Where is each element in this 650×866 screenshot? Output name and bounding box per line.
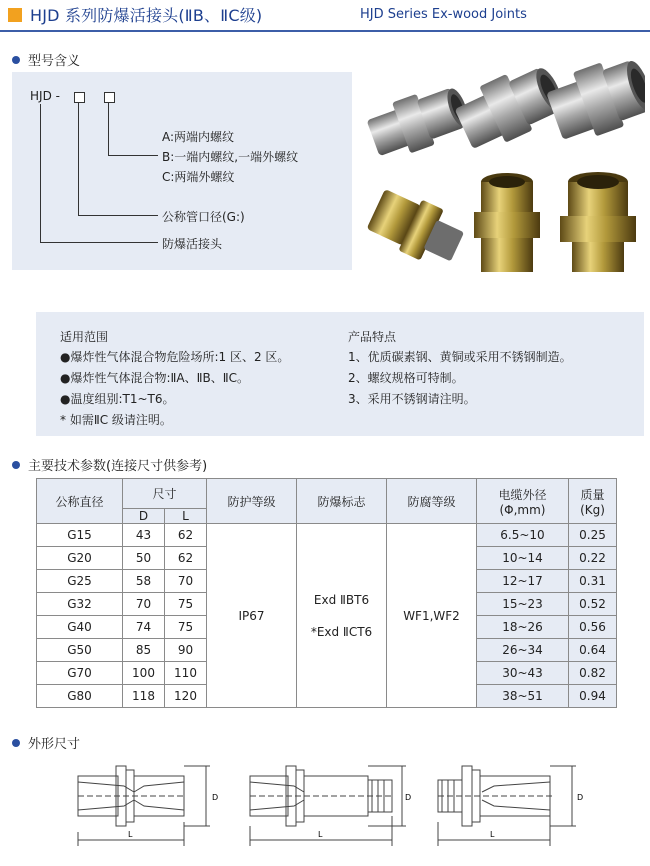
table-cell: 0.64: [569, 639, 617, 662]
col-header-size: 公称直径: [37, 479, 123, 524]
bullet-icon: [12, 461, 20, 469]
page-subtitle-en: HJD Series Ex-wood Joints: [360, 7, 527, 22]
table-cell: 10~14: [477, 547, 569, 570]
table-cell: 15~23: [477, 593, 569, 616]
table-cell: 0.22: [569, 547, 617, 570]
table-cell: 0.31: [569, 570, 617, 593]
label-l: L: [318, 830, 323, 839]
table-row: [37, 524, 617, 547]
size-bracket-horizontal: [78, 215, 158, 216]
table-cell: G50: [37, 639, 123, 662]
dimensions-heading: [12, 733, 80, 752]
option-a: A:两端内螺纹: [162, 130, 235, 144]
application-panel: [36, 312, 644, 436]
col-header-protection: 防护等级: [207, 479, 297, 524]
label-d: D: [405, 793, 412, 802]
specs-table-body: [37, 524, 617, 708]
bullet-icon: [12, 739, 20, 747]
pipe-size-label: 公称管口径(G:): [162, 210, 245, 224]
protection-cell: IP67: [207, 524, 297, 708]
scope-item-1: ●爆炸性气体混合物危险场所:1 区、2 区。: [60, 350, 290, 364]
steel-joint-photo-3: [543, 52, 645, 147]
table-cell: 62: [165, 547, 207, 570]
option-b: B:一端内螺纹,一端外螺纹: [162, 150, 299, 164]
product-photos-image: [360, 52, 645, 282]
product-photos: [360, 52, 645, 282]
col-header-l: L: [165, 509, 207, 524]
col-header-d: D: [123, 509, 165, 524]
code-box-size: [74, 92, 85, 103]
page-title: HJD 系列防爆活接头(ⅡB、ⅡC级): [30, 6, 263, 25]
specs-table: [36, 478, 617, 708]
dimension-drawing-type-b: [244, 756, 414, 856]
table-cell: 0.94: [569, 685, 617, 708]
feature-item-1: 1、优质碳素钢、黄铜或采用不锈钢制造。: [348, 350, 572, 364]
cable-od-label: 电缆外径: [498, 487, 547, 502]
model-code-prefix: HJD -: [30, 89, 60, 103]
model-heading-text: 型号含义: [28, 54, 81, 69]
feature-item-2: 2、螺纹规格可特制。: [348, 371, 464, 385]
code-box-type: [104, 92, 115, 103]
table-cell: 74: [123, 616, 165, 639]
brass-joint-photo-3: [560, 172, 636, 272]
anticorrosion-cell: WF1,WF2: [387, 524, 477, 708]
option-c: C:两端外螺纹: [162, 170, 235, 184]
table-cell: 50: [123, 547, 165, 570]
table-cell: G15: [37, 524, 123, 547]
table-cell: 0.82: [569, 662, 617, 685]
type-bracket-horizontal: [108, 155, 158, 156]
ex-mark-2: *Exd ⅡCT6: [310, 624, 373, 639]
table-cell: 118: [123, 685, 165, 708]
steel-joint-photo-1: [364, 79, 475, 163]
scope-note: * 如需ⅡC 级请注明。: [60, 413, 172, 427]
col-header-dims: 尺寸: [123, 479, 207, 509]
table-cell: 38~51: [477, 685, 569, 708]
table-cell: 30~43: [477, 662, 569, 685]
table-cell: G70: [37, 662, 123, 685]
table-cell: 120: [165, 685, 207, 708]
dimension-drawing-type-c: [430, 756, 600, 856]
table-cell: G40: [37, 616, 123, 639]
product-bracket-vertical: [40, 104, 41, 242]
bullet-icon: [12, 56, 20, 64]
table-cell: G25: [37, 570, 123, 593]
table-cell: 85: [123, 639, 165, 662]
ex-mark-cell: [297, 524, 387, 708]
col-header-ex-mark: 防爆标志: [297, 479, 387, 524]
table-cell: 43: [123, 524, 165, 547]
table-cell: 62: [165, 524, 207, 547]
weight-label: 质量: [580, 487, 605, 502]
size-bracket-vertical: [78, 103, 79, 215]
table-cell: 90: [165, 639, 207, 662]
table-cell: 0.56: [569, 616, 617, 639]
type-bracket-vertical: [108, 103, 109, 155]
scope-item-3: ●温度组别:T1~T6。: [60, 392, 175, 406]
table-cell: 18~26: [477, 616, 569, 639]
table-cell: G80: [37, 685, 123, 708]
title-accent-square: [8, 8, 22, 22]
scope-item-2: ●爆炸性气体混合物:ⅡA、ⅡB、ⅡC。: [60, 371, 250, 385]
table-cell: 75: [165, 616, 207, 639]
label-l: L: [128, 830, 133, 839]
feature-item-3: 3、采用不锈钢请注明。: [348, 392, 476, 406]
table-cell: 6.5~10: [477, 524, 569, 547]
specs-heading: [12, 455, 207, 474]
col-header-anticorrosion: 防腐等级: [387, 479, 477, 524]
table-cell: 26~34: [477, 639, 569, 662]
brass-joint-photo-1: [364, 184, 469, 273]
product-label: 防爆活接头: [162, 237, 223, 251]
table-cell: 12~17: [477, 570, 569, 593]
table-cell: 110: [165, 662, 207, 685]
scope-heading: 适用范围: [60, 330, 109, 344]
dimensions-heading-text: 外形尺寸: [28, 737, 81, 752]
col-header-cable-od: [477, 479, 569, 524]
table-cell: 0.25: [569, 524, 617, 547]
title-rule: [0, 30, 650, 32]
table-cell: G20: [37, 547, 123, 570]
dimension-drawing-type-a: [64, 756, 234, 856]
table-cell: 0.52: [569, 593, 617, 616]
brass-joint-photo-2: [474, 173, 540, 272]
label-d: D: [212, 793, 219, 802]
model-code-panel: [12, 72, 352, 270]
specs-heading-text: 主要技术参数(连接尺寸供参考): [28, 459, 208, 474]
weight-unit: (Kg): [580, 502, 605, 517]
table-cell: 75: [165, 593, 207, 616]
table-cell: 58: [123, 570, 165, 593]
label-l: L: [490, 830, 495, 839]
label-d: D: [577, 793, 584, 802]
features-heading: 产品特点: [348, 330, 397, 344]
ex-mark-1: Exd ⅡBT6: [313, 592, 370, 607]
col-header-weight: [569, 479, 617, 524]
product-bracket-horizontal: [40, 242, 158, 243]
table-cell: 70: [123, 593, 165, 616]
table-cell: 100: [123, 662, 165, 685]
table-cell: G32: [37, 593, 123, 616]
model-heading: [12, 50, 80, 69]
cable-od-unit: (Φ,mm): [499, 502, 546, 517]
table-cell: 70: [165, 570, 207, 593]
